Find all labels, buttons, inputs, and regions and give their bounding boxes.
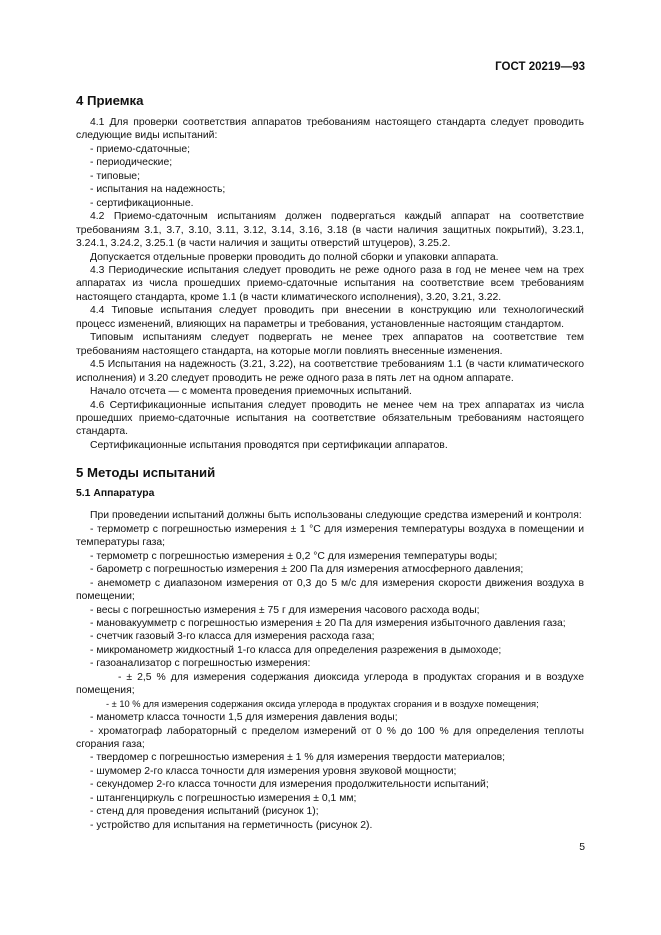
sub-list-item: - ± 10 % для измерения содержания оксида углерода в продуктах сгорания и в воздухе помещения;	[106, 698, 539, 709]
list-item: - шумомер 2-го класса точности для измерения уровня звуковой мощности;	[90, 765, 457, 777]
list-item: - периодические;	[90, 157, 173, 169]
paragraph: Сертификационные испытания проводятся при сертификации аппаратов.	[90, 439, 448, 451]
paragraph: 4.3 Периодические испытания следует проводить не реже одного раза в год не менее чем на трех аппаратах из числа прошедших приемо-сдаточные испытания на соответствие всем требованиям настоящего стандарта, кроме 1.1 (в части климатического исполнения), 3.20, 3.21, 3.22.	[76, 264, 584, 303]
sub-list-item: - ± 2,5 % для измерения содержания диоксида углерода в продуктах сгорания и в воздухе помещения;	[76, 671, 584, 697]
page-number: 5	[579, 842, 585, 853]
list-item: - хроматограф лабораторный с пределом измерений от 0 % до 100 % для определения теплоты сгорания газа;	[76, 725, 584, 751]
paragraph: Начало отсчета — с момента проведения приемочных испытаний.	[90, 386, 412, 398]
list-item: - газоанализатор с погрешностью измерения:	[90, 658, 311, 670]
list-item: - штангенциркуль с погрешностью измерения ± 0,1 мм;	[90, 792, 357, 804]
paragraph: Типовым испытаниям следует подвергать не менее трех аппаратов на соответствие тем требованиям настоящего стандарта, на которые могли повлиять внесенные изменения.	[76, 332, 584, 357]
section-4-title: 4 Приемка	[76, 93, 144, 108]
list-item: - термометр с погрешностью измерения ± 1 °С для измерения температуры воздуха в помещении и температуры газа;	[76, 523, 584, 549]
section-5-title: 5 Методы испытаний	[76, 465, 216, 481]
list-item: - термометр с погрешностью измерения ± 0,2 °С для измерения температуры воды;	[90, 550, 498, 562]
list-item: - приемо-сдаточные;	[90, 143, 191, 155]
paragraph: Допускается отдельные проверки проводить до полной сборки и упаковки аппарата.	[90, 251, 499, 263]
list-item: - твердомер с погрешностью измерения ± 1 % для измерения твердости материалов;	[90, 752, 506, 764]
document-number: ГОСТ 20219—93	[495, 61, 585, 73]
list-item: - стенд для проведения испытаний (рисунок 1);	[90, 806, 319, 818]
list-item: - испытания на надежность;	[90, 184, 226, 196]
list-item: - секундомер 2-го класса точности для измерения продолжительности испытаний;	[90, 779, 489, 791]
list-item: - мановакуумметр с погрешностью измерения ± 20 Па для измерения избыточного давления газа;	[90, 617, 566, 629]
list-item: - анемометр с диапазоном измерения от 0,3 до 5 м/с для измерения скорости движения воздуха в помещении;	[76, 577, 584, 603]
list-item: - счетчик газовый 3-го класса для измерения расхода газа;	[90, 631, 375, 643]
paragraph: 4.2 Приемо-сдаточным испытаниям должен подвергаться каждый аппарат на соответствие требованиям 3.1, 3.7, 3.10, 3.11, 3.12, 3.14, 3.16, 3.18 (в части наличия защитных покрытий), 3.23.1, 3.24.1, 3.24.2, 3.25.1 (в части наличия и защиты отверстий штуцеров), 3.25.2.	[76, 211, 584, 250]
list-item: - барометр с погрешностью измерения ± 200 Па для измерения атмосферного давления;	[90, 564, 524, 576]
list-item: - устройство для испытания на герметичность (рисунок 2).	[90, 819, 373, 831]
paragraph: При проведении испытаний должны быть использованы следующие средства измерений и контроля:	[90, 510, 582, 522]
paragraph: 4.5 Испытания на надежность (3.21, 3.22), на соответствие требованиям 1.1 (в части климатического исполнения) и 3.20 следует проводить не реже одного раза в пять лет на одном аппарате.	[76, 359, 584, 384]
list-item: - типовые;	[90, 170, 140, 182]
paragraph: 4.1 Для проверки соответствия аппаратов требованиям настоящего стандарта следует проводить следующие виды испытаний:	[76, 117, 584, 142]
list-item: - весы с погрешностью измерения ± 75 г для измерения часового расхода воды;	[90, 604, 480, 616]
page-content	[76, 90, 584, 832]
paragraph: 4.6 Сертификационные испытания следует проводить не менее чем на трех аппаратах из числа прошедших приемо-сдаточные испытания на соответствие обязательным требованиям настоящего стандарта.	[76, 399, 584, 438]
paragraph: 4.4 Типовые испытания следует проводить при внесении в конструкцию или технологический процесс изменений, влияющих на параметры и требования, установленные настоящим стандартом.	[76, 305, 584, 330]
list-item: - микроманометр жидкостный 1-го класса для определения разрежения в дымоходе;	[90, 644, 502, 656]
subsection-5-1-title: 5.1 Аппаратура	[76, 488, 155, 500]
list-item: - сертификационные.	[90, 197, 194, 209]
list-item: - манометр класса точности 1,5 для измерения давления воды;	[90, 712, 398, 724]
